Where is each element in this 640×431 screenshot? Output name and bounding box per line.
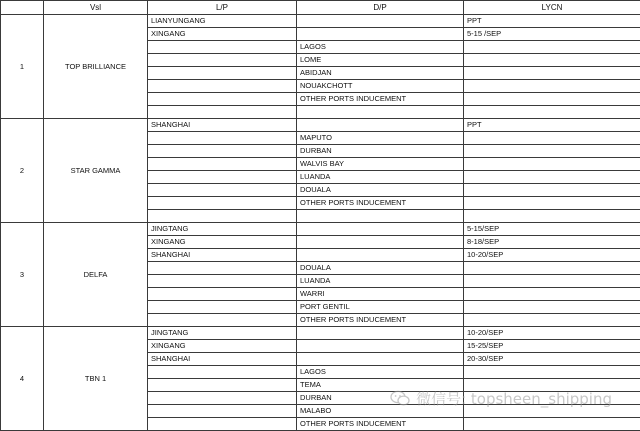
vessel-name: DELFA [44, 223, 148, 327]
lycn-cell [464, 262, 640, 275]
dp-cell: DURBAN [297, 145, 464, 158]
lp-cell: JINGTANG [148, 223, 297, 236]
dp-cell: OTHER PORTS INDUCEMENT [297, 93, 464, 106]
dp-cell: NOUAKCHOTT [297, 80, 464, 93]
lycn-cell [464, 366, 640, 379]
vessel-name: STAR GAMMA [44, 119, 148, 223]
lycn-cell [464, 405, 640, 418]
dp-cell: PORT GENTIL [297, 301, 464, 314]
lp-cell: SHANGHAI [148, 249, 297, 262]
lycn-cell [464, 210, 640, 223]
lp-cell: SHANGHAI [148, 119, 297, 132]
lycn-cell: PPT [464, 119, 640, 132]
lycn-cell [464, 80, 640, 93]
header-row [1, 1, 640, 15]
lycn-cell [464, 54, 640, 67]
header-dp: D/P [297, 1, 464, 15]
lp-cell [148, 145, 297, 158]
dp-cell: MAPUTO [297, 132, 464, 145]
dp-cell: MALABO [297, 405, 464, 418]
lp-cell [148, 41, 297, 54]
vessel-number: 1 [1, 15, 44, 119]
lycn-cell: 5-15/SEP [464, 223, 640, 236]
lp-cell [148, 132, 297, 145]
lycn-cell [464, 132, 640, 145]
lp-cell [148, 93, 297, 106]
lycn-cell [464, 314, 640, 327]
lp-cell [148, 67, 297, 80]
dp-cell: WALVIS BAY [297, 158, 464, 171]
dp-cell: ABIDJAN [297, 67, 464, 80]
table-row [1, 15, 640, 28]
dp-cell: OTHER PORTS INDUCEMENT [297, 314, 464, 327]
dp-cell: OTHER PORTS INDUCEMENT [297, 197, 464, 210]
lycn-cell: 5-15 /SEP [464, 28, 640, 41]
dp-cell [297, 236, 464, 249]
lycn-cell [464, 41, 640, 54]
lp-cell [148, 288, 297, 301]
dp-cell: LAGOS [297, 366, 464, 379]
dp-cell: LOME [297, 54, 464, 67]
lycn-cell: PPT [464, 15, 640, 28]
dp-cell: WARRI [297, 288, 464, 301]
dp-cell [297, 106, 464, 119]
lycn-cell: 10-20/SEP [464, 249, 640, 262]
dp-cell [297, 119, 464, 132]
dp-cell [297, 353, 464, 366]
lp-cell: JINGTANG [148, 327, 297, 340]
lp-cell [148, 262, 297, 275]
dp-cell [297, 327, 464, 340]
schedule-body [1, 15, 640, 431]
vessel-name: TOP BRILLIANCE [44, 15, 148, 119]
lp-cell [148, 379, 297, 392]
lp-cell [148, 405, 297, 418]
lycn-cell: 10-20/SEP [464, 327, 640, 340]
lp-cell [148, 392, 297, 405]
vessel-number: 3 [1, 223, 44, 327]
header-lycn: LYCN [464, 1, 640, 15]
lycn-cell: 8-18/SEP [464, 236, 640, 249]
dp-cell: DOUALA [297, 184, 464, 197]
lp-cell [148, 314, 297, 327]
lycn-cell [464, 392, 640, 405]
vessel-name: TBN 1 [44, 327, 148, 431]
dp-cell [297, 340, 464, 353]
lp-cell [148, 171, 297, 184]
dp-cell [297, 210, 464, 223]
lp-cell [148, 184, 297, 197]
lycn-cell [464, 197, 640, 210]
lycn-cell [464, 288, 640, 301]
lycn-cell [464, 171, 640, 184]
lp-cell: XINGANG [148, 340, 297, 353]
dp-cell: OTHER PORTS INDUCEMENT [297, 418, 464, 431]
vessel-number: 2 [1, 119, 44, 223]
table-row [1, 327, 640, 340]
lycn-cell [464, 106, 640, 119]
lp-cell [148, 210, 297, 223]
lp-cell: XINGANG [148, 236, 297, 249]
table-row [1, 119, 640, 132]
lp-cell [148, 301, 297, 314]
lp-cell: XINGANG [148, 28, 297, 41]
lp-cell [148, 106, 297, 119]
header-lp: L/P [148, 1, 297, 15]
lycn-cell [464, 275, 640, 288]
lycn-cell [464, 184, 640, 197]
watermark-text: 微信号: topsheen_shipping [416, 388, 612, 409]
lp-cell: SHANGHAI [148, 353, 297, 366]
vessel-number: 4 [1, 327, 44, 431]
dp-cell: TEMA [297, 379, 464, 392]
dp-cell [297, 223, 464, 236]
lp-cell [148, 54, 297, 67]
dp-cell [297, 15, 464, 28]
lp-cell [148, 366, 297, 379]
lycn-cell: 15-25/SEP [464, 340, 640, 353]
lycn-cell [464, 301, 640, 314]
lycn-cell [464, 145, 640, 158]
lp-cell [148, 158, 297, 171]
dp-cell: DOUALA [297, 262, 464, 275]
lp-cell: LIANYUNGANG [148, 15, 297, 28]
lycn-cell [464, 158, 640, 171]
lycn-cell: 20-30/SEP [464, 353, 640, 366]
lycn-cell [464, 93, 640, 106]
lp-cell [148, 80, 297, 93]
lp-cell [148, 197, 297, 210]
lycn-cell [464, 379, 640, 392]
dp-cell: DURBAN [297, 392, 464, 405]
dp-cell: LUANDA [297, 275, 464, 288]
dp-cell [297, 28, 464, 41]
lycn-cell [464, 67, 640, 80]
dp-cell: LAGOS [297, 41, 464, 54]
dp-cell [297, 249, 464, 262]
dp-cell: LUANDA [297, 171, 464, 184]
header-vsl: Vsl [44, 1, 148, 15]
lp-cell [148, 275, 297, 288]
header-no [1, 1, 44, 15]
table-row [1, 223, 640, 236]
